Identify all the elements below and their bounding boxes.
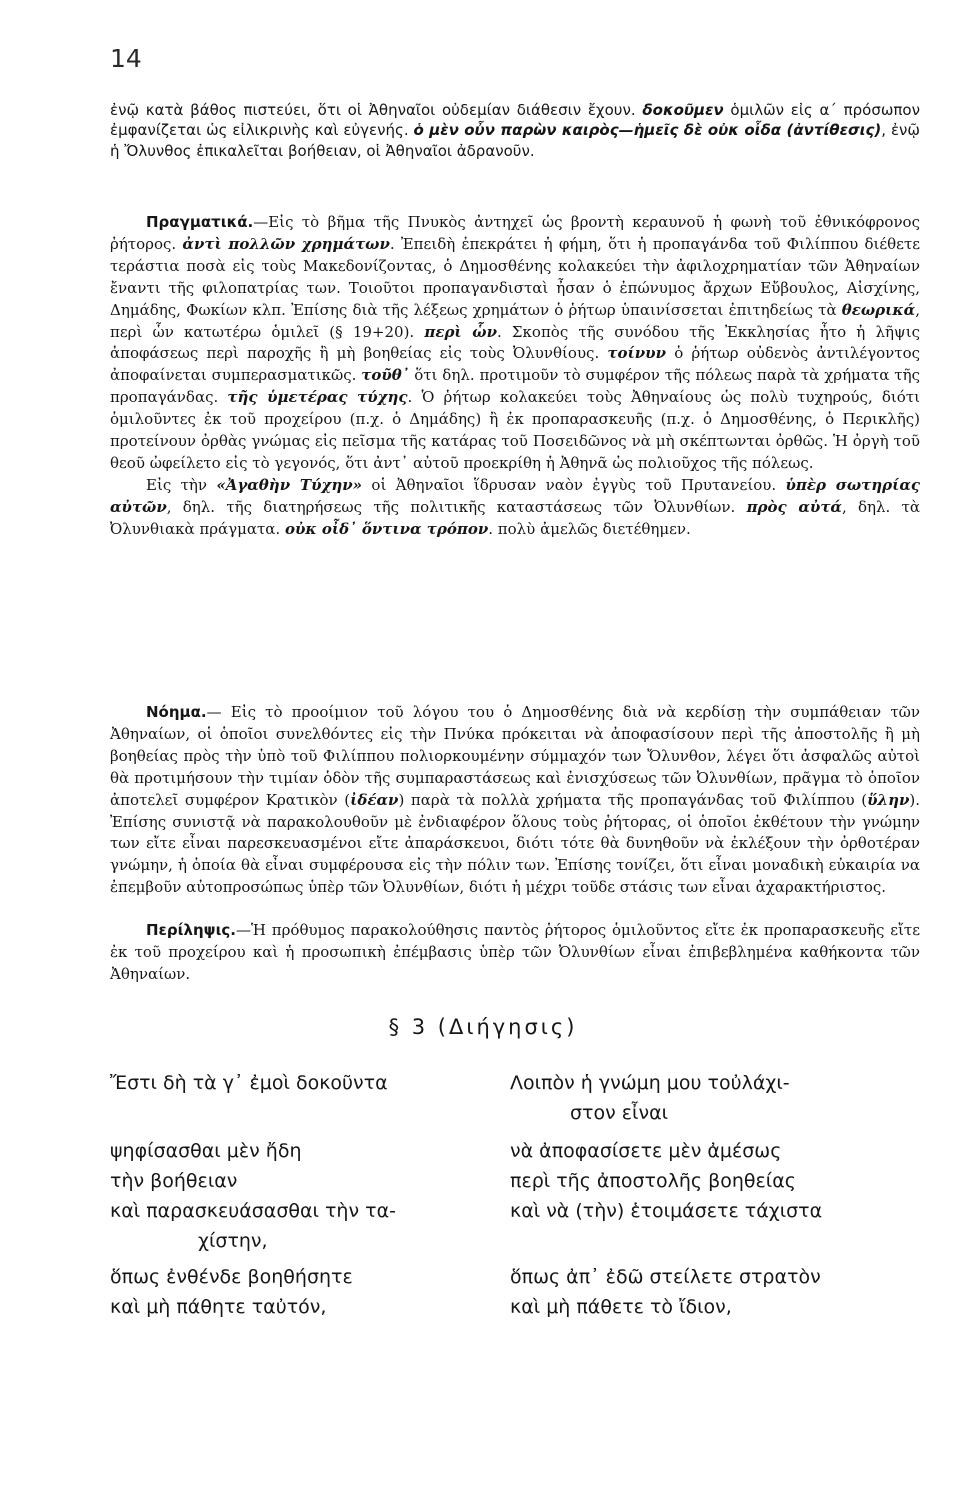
text-run: ). Ἐπίσης συνιστᾷ νὰ παρακολουθοῦν μὲ ἐνδιαφέρον ὅλους τοὺς ῥήτορας, οἱ ὁποῖοι ἐκθέτουν τὴν γνώμην των εἴτε εἶναι παρεσκευασμένοι εἴτε ἀπαράσκευοι, διότι τότε θὰ δυνηθοῦν νὰ ἐκλέξουν τὴν ὀρθοτέραν γνώμην, ἡ ὁποία θὰ εἶναι συμφέρουσα εἰς τὴν πόλιν των. Ἐπίσης τονίζει, ὅτι εἶναι μοναδικὴ εὐκαιρία να ἐπεμβοῦν αὐτοπροσώπως ὑπὲρ τῶν Ὀλυνθίων, διότι ἡ μέχρι τοῦδε στάσις των εἶναι ἀχαρακτήριστος. xyxy=(110,790,921,897)
italic-term: τοίνυν xyxy=(607,344,667,363)
noima-heading: Νόημα. xyxy=(146,703,207,721)
text-run: . Σκοπὸς τῆς συνόδου τῆς Ἐκκλησίας ἦτο ἡ λῆψις ἀποφάσεως περὶ παροχῆς ἢ μὴ βοηθείας εἰς τοὺς Ὀλυνθίους. xyxy=(110,322,920,363)
translation-text: καὶ μὴ πάθετε τὸ ἴδιον, xyxy=(510,1296,732,1318)
noima-paragraph xyxy=(110,702,920,899)
text-run: , περὶ ὧν κατωτέρω ὁμιλεῖ (§ 19+20). xyxy=(110,300,920,341)
intro-block xyxy=(110,100,920,161)
translation-text: νὰ ἀποφασίσετε μὲν ἀμέσως xyxy=(510,1140,782,1162)
original-text: χίστην, xyxy=(198,1230,268,1252)
italic-term: δοκοῦμεν xyxy=(642,101,724,119)
italic-term: ὑπὲρ σωτηρίας αὐτῶν xyxy=(110,475,921,516)
perilipsis-heading: Περίληψις. xyxy=(146,921,236,939)
text-run: ὁμιλῶν εἰς α΄ πρόσωπον ἐμφανίζεται ὡς εἰλικρινὴς καὶ εὐγενής. xyxy=(110,101,920,140)
italic-term: περὶ ὧν xyxy=(424,322,497,341)
text-run: , δηλ. τὰ Ὀλυνθιακὰ πράγματα. xyxy=(110,497,920,538)
section-title: § 3 (Διήγησις) xyxy=(388,1015,578,1039)
text-run: ) παρὰ τὰ πολλὰ χρήματα τῆς προπαγάνδας τοῦ Φιλίππου ( xyxy=(398,790,868,809)
text-run: . πολὺ ἀμελῶς διετέθημεν. xyxy=(488,519,691,538)
pragmatika-section xyxy=(110,212,920,541)
translation-text: Λοιπὸν ἡ γνώμη μου τοὐλάχι- xyxy=(510,1072,790,1094)
original-text: τὴν βοήθειαν xyxy=(110,1170,238,1192)
original-text: καὶ μὴ πάθητε ταὐτόν, xyxy=(110,1296,327,1318)
italic-term: ἀντὶ πολλῶν χρημάτων xyxy=(182,234,390,253)
noima-body xyxy=(110,703,920,896)
italic-term: «Ἀγαθὴν Τύχην» xyxy=(216,475,363,494)
italic-term: πρὸς αὐτά xyxy=(746,497,842,516)
perilipsis-section xyxy=(110,920,920,986)
original-text: καὶ παρασκευάσασθαι τὴν τα- xyxy=(110,1200,396,1222)
noima-section xyxy=(110,702,920,899)
text-run: —Εἰς τὸ βῆμα τῆς Πνυκὸς ἀντηχεῖ ὡς βροντὴ κεραυνοῦ ἡ φωνὴ τοῦ ἐθνικόφρονος ῥήτορος. xyxy=(110,213,920,253)
original-text: ψηφίσασθαι μὲν ἤδη xyxy=(110,1140,302,1162)
text-run: ἐνῷ κατὰ βάθος πιστεύει, ὅτι οἱ Ἀθηναῖοι οὐδεμίαν διάθεσιν ἔχουν. xyxy=(110,101,643,119)
text-run: , ἐνῷ ἡ Ὄλυνθος ἐπικαλεῖται βοήθειαν, οἱ Ἀθηναῖοι ἀδρανοῦν. xyxy=(110,121,920,160)
translation-text: καὶ νὰ (τὴν) ἑτοιμάσετε τάχιστα xyxy=(510,1200,823,1222)
italic-term: οὐκ οἶδ᾿ ὅντινα τρόπον xyxy=(284,519,489,538)
text-run: , δηλ. τῆς διατηρήσεως τῆς πολιτικῆς καταστάσεως τῶν Ὀλυνθίων. xyxy=(166,497,747,516)
text-run: — Εἰς τὸ προοίμιον τοῦ λόγου του ὁ Δημοσθένης διὰ νὰ κερδίσῃ τὴν συμπάθειαν τῶν Ἀθηναίων, οἱ ὁποῖοι συνελθόντες εἰς τὴν Πνύκα πρόκειται νὰ ἀποφασίσουν περὶ τῆς ἀποστολῆς ἢ μὴ βοηθείας πρὸς τὴν ὑπὸ τοῦ Φιλίππου πολιορκουμένην σύμμαχόν των Ὄλυνθον, λέγει ὅτι ἀσφαλῶς αὐτοὶ θὰ προτιμήσουν τὴν τιμίαν ὁδὸν τῆς συμπαραστάσεως καὶ ἐνισχύσεως τῶν Ὀλυνθίων, πρᾶγμα τὸ ὁποῖον ἀποτελεῖ συμφέρον Κρατικὸν ( xyxy=(110,703,920,809)
italic-term: τῆς ὑμετέρας τύχης xyxy=(227,388,408,407)
text-run: . Ἐπειδὴ ἐπεκράτει ἡ φήμη, ὅτι ἡ προπαγάνδα τοῦ Φιλίππου διέθετε τεράστια ποσὰ εἰς τοὺς Μακεδονίζοντας, ὁ Δημοσθένης κολακεύει τὴν ἀφιλοχρηματίαν τῶν Ἀθηναίων ἔναντι τῆς φιλοπατρίας των. Τοιοῦτοι προπαγανδισταὶ ἦσαν ὁ ἐπώνυμος ἄρχων Εὔβουλος, Αἰσχίνης, Δημάδης, Φωκίων κλπ. Ἐπίσης διὰ τῆς λέξεως χρημάτων ὁ ῥήτωρ ὑπαινίσσεται ἐπιτηδείως τὰ xyxy=(110,234,921,319)
italic-term: ὁ μὲν οὖν παρὼν καιρὸς—ἡμεῖς δὲ οὐκ οἶδα (ἀντίθεσις) xyxy=(413,121,882,140)
text-run: ὅτι δηλ. προτιμοῦν τὸ συμφέρον τῆς πόλεως παρὰ τὰ χρήματα τῆς προπαγάνδας. xyxy=(110,366,920,407)
pragmatika-paragraph xyxy=(110,212,920,475)
original-text: ὅπως ἐνθένδε βοηθήσητε xyxy=(110,1266,353,1288)
translation-text: περὶ τῆς ἀποστολῆς βοηθείας xyxy=(510,1170,796,1192)
perilipsis-body: —Ἡ πρόθυμος παρακολούθησις παντὸς ῥήτορος ὁμιλοῦντος εἴτε ἐκ προπαρασκευῆς εἴτε ἐκ τοῦ προχείρου καὶ ἡ προσωπικὴ ἐπέμβασις ὑπὲρ τῶν Ὀλυνθίων εἶναι ἐπιβεβλημένα καθήκοντα τῶν Ἀθηναίων. xyxy=(110,921,920,983)
italic-term: τοῦθ᾿ xyxy=(361,366,410,385)
intro-paragraph xyxy=(110,100,920,161)
translation-text: στον εἶναι xyxy=(570,1102,669,1124)
italic-term: ὕλην xyxy=(867,790,910,809)
translation-text: ὅπως ἀπ᾿ ἐδῶ στείλετε στρατὸν xyxy=(510,1266,821,1288)
pragmatika-heading: Πραγματικά. xyxy=(146,213,254,231)
perilipsis-paragraph xyxy=(110,920,920,986)
original-text: Ἔστι δὴ τὰ γ᾿ ἐμοὶ δοκοῦντα xyxy=(110,1072,388,1094)
text-run: Εἰς τὴν xyxy=(146,475,217,494)
page-number: 14 xyxy=(110,44,142,73)
pragmatika-body xyxy=(110,213,920,472)
text-run: ὁ ῥήτωρ οὐδενὸς ἀντιλέγοντος ἀποφαίνεται συμπερασματικῶς. xyxy=(110,344,920,385)
text-run: οἱ Ἀθηναῖοι ἵδρυσαν ναὸν ἐγγὺς τοῦ Πρυτανείου. xyxy=(362,475,786,494)
italic-term: θεωρικά xyxy=(841,300,916,319)
pragmatika-paragraph-2 xyxy=(110,475,920,541)
italic-term: ἰδέαν xyxy=(350,790,399,809)
text-run: . Ὁ ῥήτωρ κολακεύει τοὺς Ἀθηναίους ὡς πολὺ τυχηρούς, διότι ὁμιλοῦντες ἐκ τοῦ προχείρου (π.χ. ὁ Δημάδης) ἢ ἐκ προπαρασκευῆς (π.χ. ὁ Δημοσθένης, ὁ Περικλῆς) προτείνουν ὀρθὰς γνώμας εἰς πεῖσμα τῆς κατάρας τοῦ Ποσειδῶνος νὰ μὴ σκέπτωνται ὀρθῶς. Ἡ ὀργὴ τοῦ θεοῦ ὠφείλετο εἰς τὸ γεγονός, ὅτι ἀντ᾿ αὐτοῦ προεκρίθη ἡ Ἀθηνᾶ ὡς πολιοῦχος τῆς πόλεως. xyxy=(110,388,921,472)
